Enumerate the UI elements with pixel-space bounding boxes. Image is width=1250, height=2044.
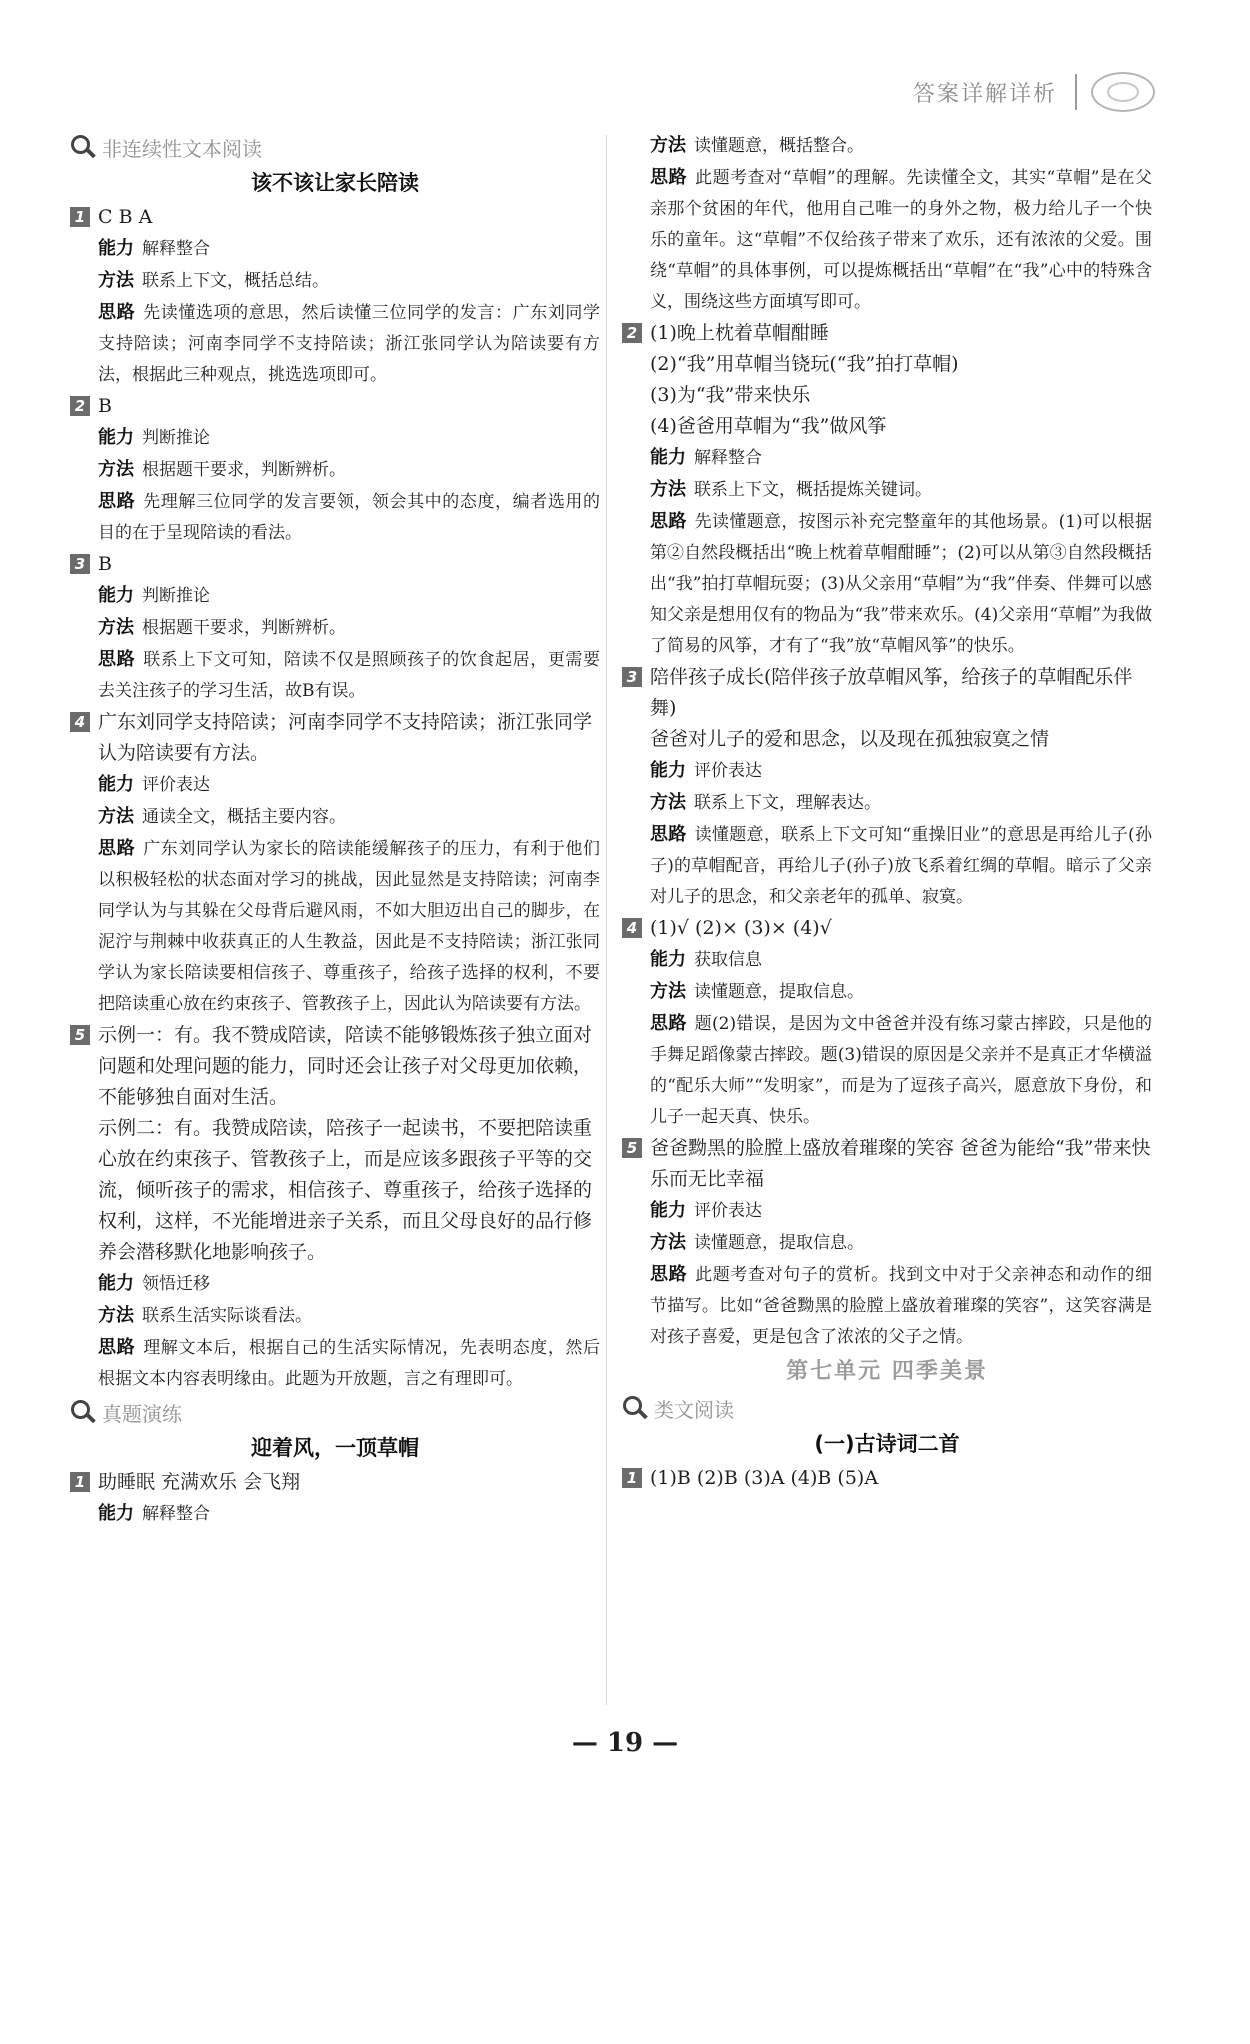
question-item	[622, 1463, 1152, 1494]
ability-tag: 能力	[650, 760, 686, 781]
header-divider	[1075, 74, 1077, 110]
question-answer: C B A	[98, 206, 153, 228]
ability-line	[70, 580, 600, 612]
ability-tag: 能力	[98, 585, 134, 606]
question-number: 2	[622, 323, 642, 343]
method-line	[622, 474, 1152, 506]
question-number: 4	[70, 712, 90, 732]
idea-line	[622, 1259, 1152, 1353]
question-item	[622, 318, 1152, 349]
ability-text: 判断推论	[142, 428, 210, 448]
article-title: 该不该让家长陪读	[251, 171, 419, 195]
section-label: 非连续性文本阅读	[102, 136, 262, 161]
idea-tag: 思路	[98, 649, 136, 670]
ability-line	[622, 442, 1152, 474]
idea-text: 联系上下文可知，陪读不仅是照顾孩子的饮食起居，更需要去关注孩子的学习生活，故B有误。	[98, 650, 601, 701]
question-answer: 示例一：有。我不赞成陪读，陪读不能够锻炼孩子独立面对问题和处理问题的能力，同时还会让孩子对父母更加依赖，不能够独自面对生活。	[98, 1024, 593, 1108]
idea-line	[622, 819, 1152, 913]
column-divider	[606, 135, 607, 1705]
method-text: 读懂题意，概括整合。	[694, 136, 864, 156]
idea-line	[70, 833, 600, 1020]
idea-text: 广东刘同学认为家长的陪读能缓解孩子的压力，有利于他们以积极轻松的状态面对学习的挑战，因此显然是支持陪读；河南李同学认为与其躲在父母背后避风雨，不如大胆迈出自己的脚步，在泥泞与荆棘中收获真正的人生教益，因此是不支持陪读；浙江张同学认为家长陪读要相信孩子、尊重孩子，给孩子选择的权利，不要把陪读重心放在约束孩子、管教孩子上，因此认为陪读要有方法。	[98, 839, 601, 1014]
idea-line	[70, 1332, 600, 1395]
magnifier-icon	[622, 1395, 648, 1421]
method-text: 根据题干要求，判断辨析。	[142, 618, 346, 638]
idea-text: 此题考查对句子的赏析。找到文中对于父亲神态和动作的细节描写。比如“爸爸黝黑的脸膛上盛放着璀璨的笑容”，这笑容满是对孩子喜爱，更是包含了浓浓的父子之情。	[650, 1265, 1153, 1347]
section-heading	[622, 1391, 1152, 1425]
ability-tag: 能力	[650, 447, 686, 468]
method-text: 联系上下文，概括提炼关键词。	[694, 480, 932, 500]
question-answer: B	[98, 553, 112, 575]
section-label: 真题演练	[102, 1401, 182, 1426]
page-number: — 19 —	[571, 1728, 679, 1758]
question-number: 3	[70, 554, 90, 574]
ability-text: 领悟迁移	[142, 1274, 210, 1294]
question-answer: 陪伴孩子成长(陪伴孩子放草帽风筝，给孩子的草帽配乐伴舞)	[650, 666, 1133, 719]
question-answer: (1)B (2)B (3)A (4)B (5)A	[650, 1467, 879, 1489]
right-column	[622, 130, 1152, 1494]
method-line	[70, 454, 600, 486]
method-text: 联系生活实际谈看法。	[142, 1306, 312, 1326]
method-tag: 方法	[650, 479, 686, 500]
idea-text: 先读懂题意，按图示补充完整童年的其他场景。(1)可以根据第②自然段概括出“晚上枕着草帽酣睡”；(2)可以从第③自然段概括出“我”拍打草帽玩耍；(3)从父亲用“草帽”为“我”伴奏、伴舞可以感知父亲是想用仅有的物品为“我”带来欢乐。(4)父亲用“草帽”为我做了简易的风筝，才有了“我”放“草帽风筝”的快乐。	[650, 512, 1152, 656]
idea-tag: 思路	[650, 824, 687, 845]
idea-tag: 思路	[98, 491, 136, 512]
ability-line	[622, 944, 1152, 976]
method-line	[622, 787, 1152, 819]
method-text: 根据题干要求，判断辨析。	[142, 460, 346, 480]
ability-line	[622, 1195, 1152, 1227]
idea-text: 此题考查对“草帽”的理解。先读懂全文，其实“草帽”是在父亲那个贫困的年代，他用自己唯一的身外之物，极力给儿子一个快乐的童年。这“草帽”不仅给孩子带来了欢乐，还有浓浓的父爱。围绕“草帽”的具体事例，可以提炼概括出“草帽”在“我”心中的特殊含义，围绕这些方面填写即可。	[650, 168, 1153, 312]
idea-line	[622, 506, 1152, 662]
method-tag: 方法	[98, 459, 134, 480]
method-line	[70, 612, 600, 644]
method-line	[70, 801, 600, 833]
answer-example: 示例二：有。我赞成陪读，陪孩子一起读书，不要把陪读重心放在约束孩子、管教孩子上，而是应该多跟孩子平等的交流，倾听孩子的需求，相信孩子、尊重孩子，给孩子选择的权利，这样，不光能增进亲子关系，而且父母良好的品行修养会潜移默化地影响孩子。	[98, 1117, 593, 1263]
question-answer: (1)晚上枕着草帽酣睡	[650, 322, 829, 344]
idea-text: 先理解三位同学的发言要领，领会其中的态度，编者选用的目的在于呈现陪读的看法。	[98, 492, 601, 543]
method-line	[70, 265, 600, 297]
publisher-logo-icon	[1091, 72, 1155, 112]
question-answer: 爸爸黝黑的脸膛上盛放着璀璨的笑容 爸爸为能给“我”带来快乐而无比幸福	[650, 1137, 1151, 1190]
ability-tag: 能力	[98, 1273, 134, 1294]
idea-tag: 思路	[98, 302, 136, 323]
ability-text: 解释整合	[142, 1504, 210, 1524]
article-title: (一)古诗词二首	[814, 1432, 960, 1456]
ability-text: 判断推论	[142, 586, 210, 606]
ability-tag: 能力	[650, 949, 686, 970]
method-tag: 方法	[650, 981, 686, 1002]
question-number: 3	[622, 667, 642, 687]
question-number: 1	[70, 1472, 90, 1492]
method-line	[622, 976, 1152, 1008]
question-answer: B	[98, 395, 112, 417]
ability-text: 获取信息	[694, 950, 762, 970]
magnifier-icon	[70, 1399, 96, 1425]
ability-line	[70, 1268, 600, 1300]
ability-line	[70, 1498, 600, 1530]
idea-tag: 思路	[98, 1337, 136, 1358]
unit-title: 第七单元 四季美景	[786, 1359, 988, 1384]
question-number: 5	[622, 1138, 642, 1158]
ability-text: 评价表达	[142, 775, 210, 795]
ability-tag: 能力	[98, 774, 134, 795]
ability-line	[70, 233, 600, 265]
question-number: 2	[70, 396, 90, 416]
ability-line	[622, 755, 1152, 787]
method-text: 读懂题意，提取信息。	[694, 1233, 864, 1253]
question-item	[622, 913, 1152, 944]
method-line	[622, 1227, 1152, 1259]
question-item	[70, 1020, 600, 1113]
question-answer: (1)√ (2)× (3)× (4)√	[650, 917, 832, 939]
idea-tag: 思路	[650, 511, 687, 532]
answer-line: (2)“我”用草帽当铙玩(“我”拍打草帽)	[650, 353, 959, 375]
answer-line: (4)爸爸用草帽为“我”做风筝	[650, 415, 887, 437]
method-text: 联系上下文，概括总结。	[142, 271, 329, 291]
method-tag: 方法	[98, 1305, 134, 1326]
idea-tag: 思路	[650, 1264, 688, 1285]
question-answer: 广东刘同学支持陪读；河南李同学不支持陪读；浙江张同学认为陪读要有方法。	[98, 711, 593, 764]
question-item	[622, 662, 1152, 724]
method-tag: 方法	[98, 806, 134, 827]
question-item	[70, 1467, 600, 1498]
idea-tag: 思路	[650, 1013, 687, 1034]
ability-text: 解释整合	[694, 448, 762, 468]
ability-line	[70, 769, 600, 801]
question-item	[70, 549, 600, 580]
question-number: 1	[70, 207, 90, 227]
method-text: 通读全文，概括主要内容。	[142, 807, 346, 827]
section-heading	[70, 130, 600, 164]
ability-text: 评价表达	[694, 761, 762, 781]
magnifier-icon	[70, 134, 96, 160]
page-header	[913, 70, 1155, 114]
idea-line	[622, 162, 1152, 318]
method-text: 读懂题意，提取信息。	[694, 982, 864, 1002]
idea-line	[70, 644, 600, 707]
ability-tag: 能力	[650, 1200, 686, 1221]
method-tag: 方法	[650, 792, 686, 813]
method-text: 联系上下文，理解表达。	[694, 793, 881, 813]
idea-line	[70, 297, 600, 391]
ability-tag: 能力	[98, 427, 134, 448]
question-item	[70, 391, 600, 422]
question-item	[70, 707, 600, 769]
article-title: 迎着风，一顶草帽	[251, 1436, 419, 1460]
section-label: 类文阅读	[654, 1397, 734, 1422]
method-tag: 方法	[98, 617, 134, 638]
left-column	[70, 130, 600, 1530]
question-item	[70, 202, 600, 233]
answer-line: 爸爸对儿子的爱和思念，以及现在孤独寂寞之情	[650, 728, 1050, 750]
section-heading	[70, 1395, 600, 1429]
method-tag: 方法	[650, 135, 686, 156]
ability-text: 解释整合	[142, 239, 210, 259]
ability-text: 评价表达	[694, 1201, 762, 1221]
idea-tag: 思路	[650, 167, 688, 188]
ability-tag: 能力	[98, 238, 134, 259]
idea-tag: 思路	[98, 838, 136, 859]
idea-text: 读懂题意，联系上下文可知“重操旧业”的意思是再给儿子(孙子)的草帽配音，再给儿子(孙子)放飞系着红绸的草帽。暗示了父亲对儿子的思念，和父亲老年的孤单、寂寞。	[650, 825, 1153, 907]
question-item	[622, 1133, 1152, 1195]
idea-text: 先读懂选项的意思，然后读懂三位同学的发言：广东刘同学支持陪读；河南李同学不支持陪读；浙江张同学认为陪读要有方法，根据此三种观点，挑选选项即可。	[98, 303, 601, 385]
method-line	[622, 130, 1152, 162]
idea-text: 题(2)错误，是因为文中爸爸并没有练习蒙古摔跤，只是他的手舞足蹈像蒙古摔跤。题(3)错误的原因是父亲并不是真正才华横溢的“配乐大师”“发明家”，而是为了逗孩子高兴，愿意放下身份，和儿子一起天真、快乐。	[650, 1014, 1152, 1127]
ability-line	[70, 422, 600, 454]
idea-text: 理解文本后，根据自己的生活实际情况，先表明态度，然后根据文本内容表明缘由。此题为开放题，言之有理即可。	[98, 1338, 601, 1389]
question-number: 5	[70, 1025, 90, 1045]
method-tag: 方法	[98, 270, 134, 291]
question-number: 4	[622, 918, 642, 938]
method-line	[70, 1300, 600, 1332]
method-tag: 方法	[650, 1232, 686, 1253]
header-title: 答案详解详析	[912, 81, 1057, 107]
question-number: 1	[622, 1468, 642, 1488]
ability-tag: 能力	[98, 1503, 134, 1524]
answer-line: (3)为“我”带来快乐	[650, 384, 811, 406]
idea-line	[70, 486, 600, 549]
idea-line	[622, 1008, 1152, 1133]
question-answer: 助睡眠 充满欢乐 会飞翔	[98, 1471, 301, 1493]
